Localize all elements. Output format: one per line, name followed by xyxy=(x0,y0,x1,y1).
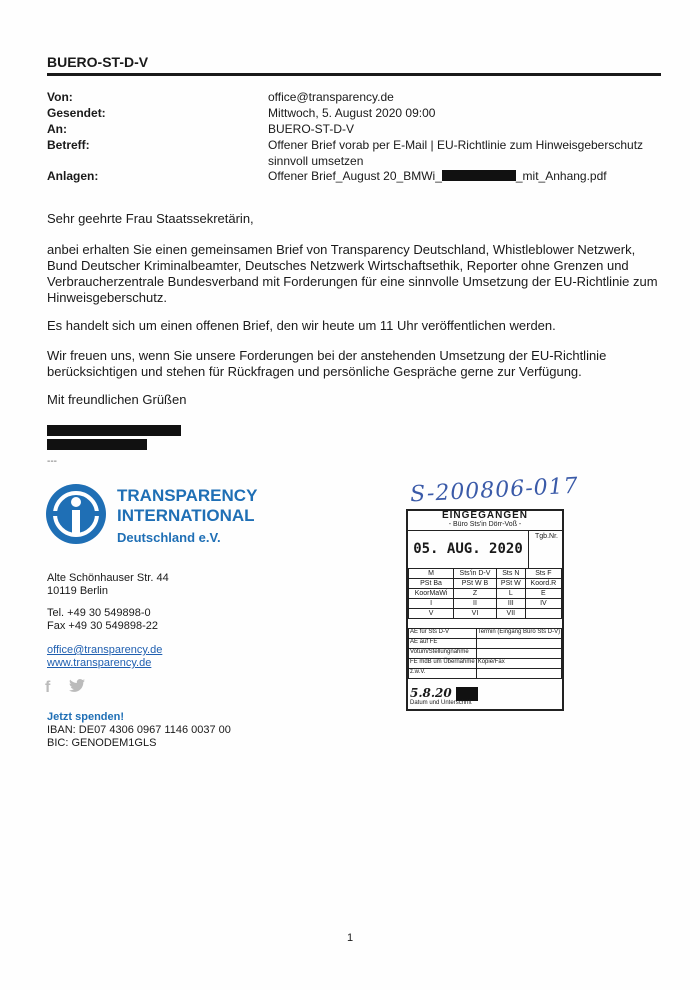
stamp-cell: I xyxy=(409,599,454,609)
stamp-cell: AE auf FE xyxy=(409,639,477,649)
attachment-label: Anlagen: xyxy=(47,169,99,183)
subject-line-1: Offener Brief vorab per E-Mail | EU-Richtlinie zum Hinweisgeberschutz xyxy=(268,138,644,152)
closing: Mit freundlichen Grüßen xyxy=(47,392,187,407)
bic: BIC: GENODEM1GLS xyxy=(47,737,157,749)
website-link[interactable]: www.transparency.de xyxy=(47,657,152,669)
paragraph-2: Es handelt sich um einen offenen Brief, den wir heute um 11 Uhr veröffentlichen werden. xyxy=(47,318,556,333)
stamp-cell: III xyxy=(496,599,525,609)
logo-subline: Deutschland e.V. xyxy=(117,530,221,545)
stamp-routing-grid xyxy=(408,568,562,619)
mailbox-title: BUERO-ST-D-V xyxy=(47,54,149,70)
city: 10119 Berlin xyxy=(47,585,108,597)
stamp-header xyxy=(408,511,562,531)
sent-value: Mittwoch, 5. August 2020 09:00 xyxy=(268,106,436,120)
stamp-cell: z.w.V. xyxy=(409,669,477,679)
attachment-name-suffix: _mit_Anhang.pdf xyxy=(515,169,607,183)
stamp-cell: KoorMaWi xyxy=(409,589,454,599)
stamp-signature-redaction xyxy=(456,687,478,701)
to-value: BUERO-ST-D-V xyxy=(268,122,355,136)
page-number: 1 xyxy=(347,932,354,944)
stamp-cell xyxy=(476,669,561,679)
paragraph-3: Wir freuen uns, wenn Sie unsere Forderungen bei der anstehenden Umsetzung der EU-Richtlinie berücksichtigen und stehen für Rückfragen und persönliche Gespräche gerne zur Verfügung. xyxy=(47,348,607,379)
stamp-cell xyxy=(525,609,561,619)
stamp-cell: II xyxy=(454,599,497,609)
facebook-icon[interactable]: f xyxy=(45,679,51,696)
stamp-title: EINGEGANGEN xyxy=(441,510,528,521)
stamp-cell xyxy=(476,649,561,659)
logo-wordmark xyxy=(117,486,257,526)
stamp-sign-label: Datum und Unterschrift xyxy=(410,700,472,706)
header-rule xyxy=(47,73,661,76)
sent-label: Gesendet: xyxy=(47,106,106,120)
stamp-cell: VII xyxy=(496,609,525,619)
stamp-cell: Koord.R xyxy=(525,579,561,589)
stamp-cell: VI xyxy=(454,609,497,619)
stamp-cell: PSt W B xyxy=(454,579,497,589)
to-label: An: xyxy=(47,122,67,136)
street: Alte Schönhauser Str. 44 xyxy=(47,572,169,584)
stamp-cell: PSt W xyxy=(496,579,525,589)
signature-redaction-1 xyxy=(47,425,181,436)
from-label: Von: xyxy=(47,90,73,104)
redaction-bar xyxy=(442,170,516,181)
attachment-value[interactable] xyxy=(268,168,668,184)
fax: Fax +49 30 549898-22 xyxy=(47,620,159,632)
greeting: Sehr geehrte Frau Staatssekretärin, xyxy=(47,211,254,226)
logo-line-1: TRANSPARENCY xyxy=(117,486,258,505)
iban: IBAN: DE07 4306 0967 1146 0037 00 xyxy=(47,724,231,736)
stamp-cell: Sts N xyxy=(496,569,525,579)
stamp-action-grid xyxy=(408,628,562,679)
from-value: office@transparency.de xyxy=(268,90,394,104)
stamp-cell: Votum/Stellungnahme xyxy=(409,649,477,659)
donate-link[interactable]: Jetzt spenden! xyxy=(47,711,125,723)
handwritten-reference: S-200806-017 xyxy=(409,473,580,508)
logo-line-2: INTERNATIONAL xyxy=(117,506,255,525)
stamp-cell: AE für Sts D-V xyxy=(409,629,477,639)
stamp-cell: Z xyxy=(454,589,497,599)
stamp-subtitle: - Büro Sts'in Dörr-Voß - xyxy=(448,521,522,528)
received-stamp xyxy=(406,509,564,711)
attachment-name-prefix: Offener Brief_August 20_BMWi_ xyxy=(268,169,442,183)
telephone: Tel. +49 30 549898-0 xyxy=(47,607,151,619)
signature-redaction-2 xyxy=(47,439,147,450)
twitter-icon[interactable] xyxy=(69,679,85,696)
stamp-date: 05. AUG. 2020 xyxy=(413,541,523,557)
subject-line-2: sinnvoll umsetzen xyxy=(268,154,364,168)
stamp-sign-date: 5.8.20 xyxy=(410,686,452,700)
stamp-cell xyxy=(476,639,561,649)
subject-value xyxy=(268,137,668,169)
stamp-cell: L xyxy=(496,589,525,599)
stamp-cell: V xyxy=(409,609,454,619)
stamp-cell: E xyxy=(525,589,561,599)
stamp-cell: PSt Ba xyxy=(409,579,454,589)
stamp-tgb: Tgb.Nr. xyxy=(528,530,564,568)
transparency-logo-icon xyxy=(45,483,107,545)
stamp-cell: Termin (Eingang Büro Sts D-V) xyxy=(476,629,561,639)
stamp-cell: IV xyxy=(525,599,561,609)
stamp-cell: FE mdB um Übernahme xyxy=(409,659,477,669)
stamp-cell: Kopie/Fax xyxy=(476,659,561,669)
stamp-cell: Sts'in D-V xyxy=(454,569,497,579)
stamp-cell: M xyxy=(409,569,454,579)
separator: --- xyxy=(47,456,57,467)
social-icons xyxy=(45,679,85,697)
paragraph-1: anbei erhalten Sie einen gemeinsamen Brief von Transparency Deutschland, Whistleblower Netzwerk, Bund Deutscher Kriminalbeamter, Deutsches Netzwerk Wirtschaftsethik, Reporter ohne Grenzen und Verbraucherzentrale Bundesverband mit Forderungen für eine sinnvolle Umsetzung der EU-Richtlinie zum Hinweisgeberschutz. xyxy=(47,242,658,305)
subject-label: Betreff: xyxy=(47,138,90,152)
email-link[interactable]: office@transparency.de xyxy=(47,644,163,656)
stamp-cell: Sts F xyxy=(525,569,561,579)
